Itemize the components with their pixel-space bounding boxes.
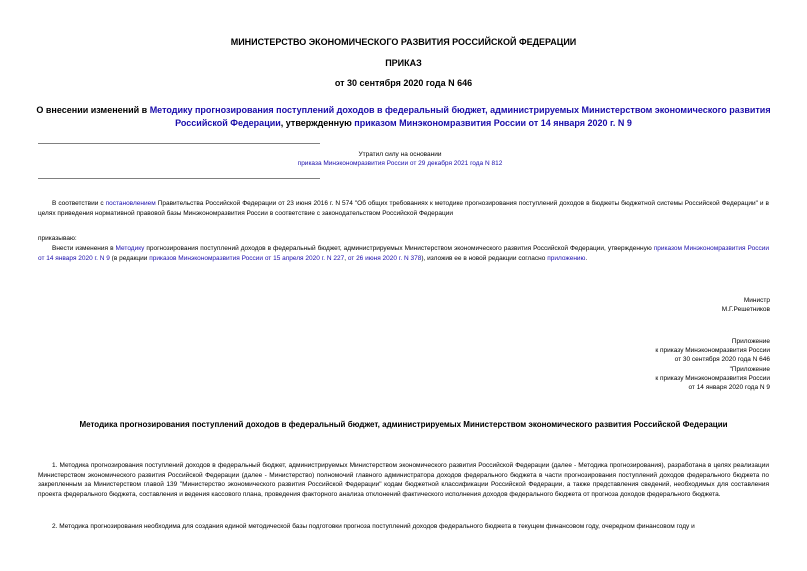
paragraph-2: 2. Методика прогнозирования необходима для создания единой методической базы подготовки прогноза поступлений доходов федерального бюджета в текущем финансовом году, очередном финансовом году и [52, 523, 695, 530]
order-word: приказываю: [38, 235, 77, 242]
appendix-line-3: от 30 сентября 2020 года N 646 [674, 356, 770, 364]
order-text-2: прогнозирования поступлений доходов в федеральный бюджет, администрируемых Министерством экономического развития Российской Федерации, утвержденную [144, 245, 654, 252]
title-text-2: , утвержденную [280, 118, 355, 128]
appendix-line-5: к приказу Минэкономразвития России [655, 374, 770, 382]
order-paragraph [38, 244, 769, 263]
order-text-1: Внести изменения в [52, 245, 116, 252]
status-note-text: Утратил силу на основании [358, 151, 442, 158]
appendix-line-6: от 14 января 2020 года N 9 [688, 384, 770, 392]
appendix-line-2: к приказу Минэкономразвития России [655, 347, 770, 355]
paragraph-1: 1. Методика прогнозирования поступлений доходов в федеральный бюджет, администрируемых Министерством экономического развития Российской Федерации (далее - Методика прогнозирования), разработана в целях реализации Министерством экономического развития Российской Федерации (далее - Министерство) полномочий главного администратора доходов федерального бюджета в части прогнозирования поступлений доходов федерального бюджета по закрепленным за Министерством главой 139 "Министерство экономического развития Российской Федерации" кодам бюджетной классификации Российской Федерации, а также представления сведений, необходимых для составления проекта федерального бюджета, составления и ведения кассового плана, проведения факторного анализа отклонений фактического исполнения доходов федерального бюджета от прогноза доходов федерального бюджета. [38, 462, 769, 498]
ministry-heading: МИНИСТЕРСТВО ЭКОНОМИЧЕСКОГО РАЗВИТИЯ РОССИЙСКОЙ ФЕДЕРАЦИИ [230, 37, 577, 47]
order-9-link[interactable]: приказом Минэкономразвития России от 14 января 2020 г. N 9 [354, 118, 632, 128]
order-text-5: ), изложив ее в новой редакции согласно [421, 254, 548, 262]
order-9-inline-link[interactable]: приказом Минэкономразвития России от 14 января 2020 г. N 9 [38, 245, 769, 262]
signature-block [560, 296, 770, 314]
preamble-paragraph [38, 199, 769, 218]
appendix-line-1: Приложение [731, 338, 770, 345]
appendix-link[interactable]: приложению [547, 254, 586, 262]
resolution-link[interactable]: постановлением [105, 200, 156, 207]
signature-name: М.Г.Решетников [721, 306, 770, 314]
methodology-link[interactable]: Методику прогнозирования поступлений доходов в федеральный бюджет, администрируемых Министерством экономического развития Российской Федерации [149, 105, 771, 128]
order-378-link[interactable]: от 26 июня 2020 г. N 378 [347, 254, 422, 262]
methodology-title: Методика прогнозирования поступлений доходов в федеральный бюджет, администрируемых Министерством экономического развития Российской Федерации [79, 420, 728, 429]
signature-position: Министр [743, 297, 770, 304]
divider-bottom [38, 178, 320, 179]
divider-top [38, 143, 320, 144]
appendix-line-4: "Приложение [729, 365, 770, 373]
repeal-order-link[interactable]: приказа Минэкономразвития России от 29 декабря 2021 года N 812 [297, 160, 503, 167]
preamble-text-2: Правительства Российской Федерации от 23 июня 2016 г. N 574 "Об общих требованиях к методике прогнозирования поступлений доходов в бюджеты бюджетной системы Российской Федерации" и в целях приведения нормативной правовой базы Минэкономразвития России в соответствие с законодательством Российской Федерации [38, 200, 769, 217]
preamble-text-1: В соответствии с [52, 200, 106, 207]
appendix-block [560, 337, 770, 392]
order-text-4: , [344, 254, 348, 262]
doc-type-heading: ПРИКАЗ [385, 58, 422, 68]
order-227-link[interactable]: приказов Минэкономразвития России от 15 апреля 2020 г. N 227 [149, 254, 345, 262]
order-text-3: (в редакции [109, 254, 150, 262]
order-date: от 30 сентября 2020 года N 646 [334, 78, 473, 88]
methodology-short-link[interactable]: Методику [115, 245, 145, 252]
order-title [36, 104, 771, 130]
order-text-6: . [585, 254, 588, 262]
title-text-1: О внесении изменений в [36, 105, 150, 115]
status-note [200, 150, 600, 168]
